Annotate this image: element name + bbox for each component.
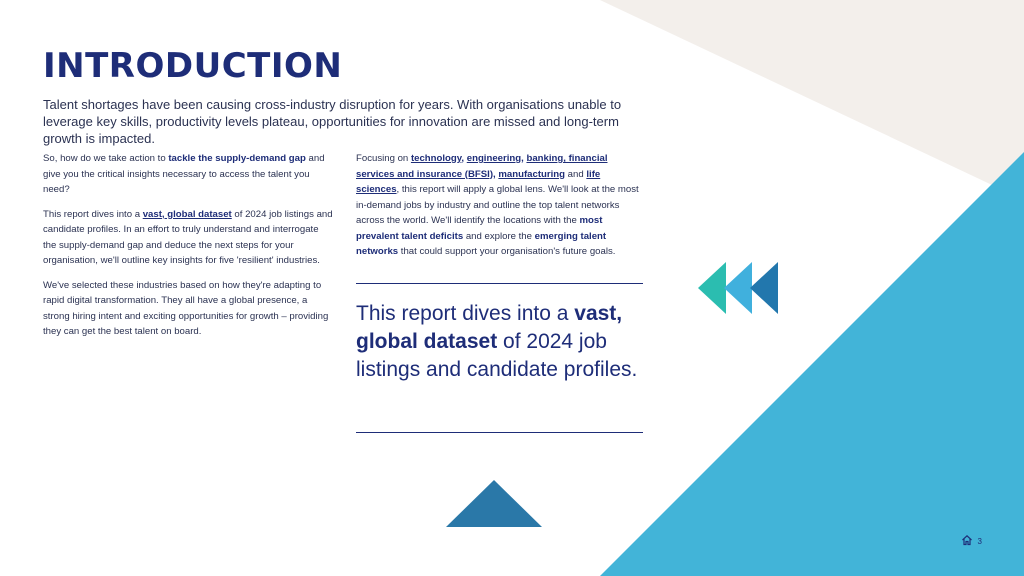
left-paragraph-1: So, how do we take action to tackle the supply-demand gap and give you the critical insights necessary to access the talent you need? bbox=[43, 153, 325, 195]
left-paragraph-2: This report dives into a vast, global dataset of 2024 job listings and candidate profiles. In an effort to truly understand and interrogate the supply-demand gap and deduce the next steps for your organisation, we'll outline key insights for five 'resilient' industries. bbox=[43, 208, 333, 266]
life-sciences-link[interactable]: life sciences bbox=[356, 168, 601, 195]
quote-top-rule bbox=[356, 283, 643, 284]
engineering-link[interactable]: engineering bbox=[466, 153, 522, 164]
manufacturing-link[interactable]: manufacturing bbox=[498, 168, 566, 180]
global-dataset-link[interactable]: vast, global dataset bbox=[142, 208, 232, 220]
blue-corner-shape bbox=[600, 152, 1024, 576]
arrow-icon-lightblue bbox=[724, 262, 752, 314]
left-column bbox=[43, 151, 333, 349]
arrow-icon-midblue bbox=[750, 262, 778, 314]
page-number: 3 bbox=[977, 536, 982, 546]
page-title: INTRODUCTION bbox=[43, 46, 343, 86]
right-column bbox=[356, 151, 646, 269]
bfsi-link[interactable]: banking, financial services and insurance (BFSI) bbox=[356, 153, 608, 180]
home-icon[interactable] bbox=[961, 534, 973, 548]
page-footer bbox=[961, 534, 982, 548]
triangle-decoration bbox=[446, 480, 542, 527]
right-paragraph: Focusing on technology, engineering, banking, financial services and insurance (BFSI), manufacturing and life sciences, this report will apply a global lens. We'll look at the most in-demand jobs by industry and outline the top talent networks across the world. We'll identify the locations with the most prevalent talent deficits and explore the emerging talent networks that could support your organisation's future goals. bbox=[356, 153, 639, 257]
quote-bottom-rule bbox=[356, 432, 643, 433]
left-paragraph-3: We've selected these industries based on how they're adapting to rapid digital transformation. They all have a global presence, a strong hiring intent and exciting opportunities for growth – providing they can get the best talent on board. bbox=[43, 279, 329, 337]
technology-link[interactable]: technology bbox=[410, 153, 462, 164]
pull-quote: This report dives into a vast, global dataset of 2024 job listings and candidate profiles. bbox=[356, 302, 638, 381]
arrow-icon-teal bbox=[698, 262, 726, 314]
beige-corner-shape bbox=[600, 0, 1024, 200]
intro-lead: Talent shortages have been causing cross-industry disruption for years. With organisations unable to leverage key skills, productivity levels plateau, opportunities for innovation are missed and long-term growth is impacted. bbox=[43, 97, 622, 146]
